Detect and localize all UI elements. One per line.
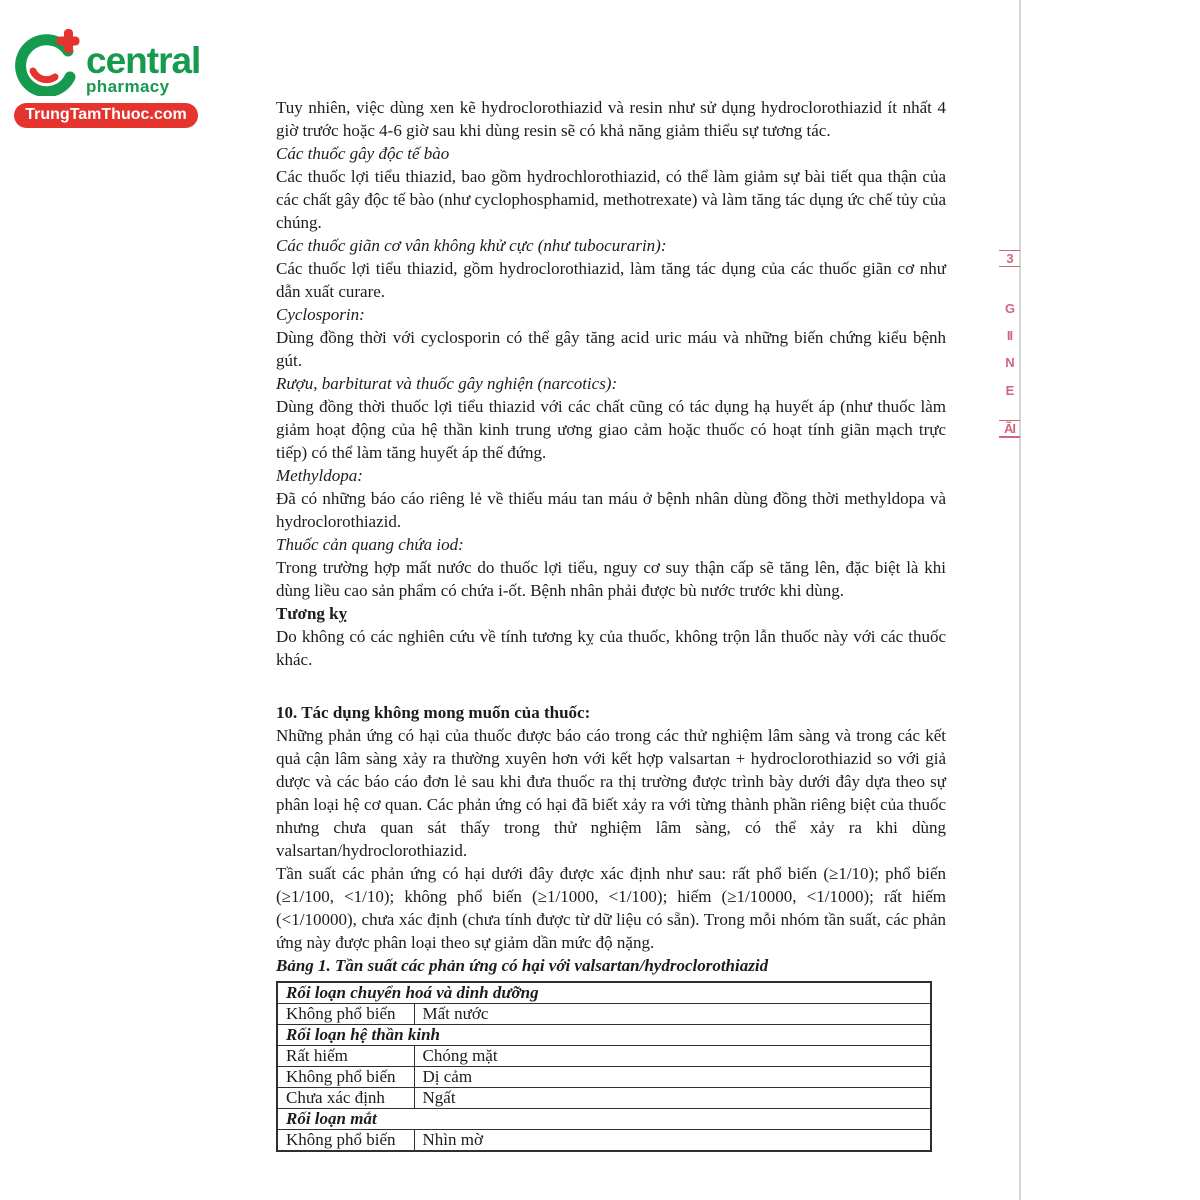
table-section-label: Rối loạn hệ thần kinh [277,1025,931,1046]
para-cyclosporin: Dùng đồng thời với cyclosporin có thể gây tăng acid uric máu và những biến chứng kiểu bệnh gút. [276,328,946,370]
adverse-reactions-table-body [277,982,931,1151]
table-row [277,1130,931,1152]
frequency-cell: Không phổ biến [277,1067,414,1088]
effect-cell: Chóng mặt [414,1046,931,1067]
heading-incompatibility: Tương kỵ [276,604,348,623]
frequency-cell: Không phổ biến [277,1004,414,1025]
logo-brand-text: central [86,40,201,81]
para-muscle-relaxants: Các thuốc lợi tiểu thiazid, gồm hydroclorothiazid, làm tăng tác dụng của các thuốc giãn cơ như dẫn xuất curare. [276,259,946,301]
red-stamp-fragments [999,250,1020,438]
stamp-fragment: 3 [999,250,1020,267]
table-row [277,1109,931,1130]
heading-iodine-contrast: Thuốc cản quang chứa iod: [276,535,464,554]
para-frequency-definitions: Tần suất các phản ứng có hại dưới đây được xác định như sau: rất phổ biến (≥1/10); phổ biến (≥1/100, <1/10); không phổ biến (≥1/1000, <1/100); hiếm (≥1/10000, <1/1000); rất hiếm (<1/10000), chưa xác định (chưa tính được từ dữ liệu có sẵn). Trong mỗi nhóm tần suất, các phản ứng này được phân loại theo sự giảm dần mức độ nặng. [276,864,946,952]
frequency-cell: Rất hiếm [277,1046,414,1067]
heading-alcohol-barbiturates-narcotics: Rượu, barbiturat và thuốc gây nghiện (narcotics): [276,374,618,393]
logo-sub-text: pharmacy [86,77,170,96]
adverse-reactions-table [276,981,932,1152]
para-methyldopa: Đã có những báo cáo riêng lẻ về thiếu máu tan máu ở bệnh nhân dùng đồng thời methyldopa và hydroclorothiazid. [276,489,946,531]
heading-muscle-relaxants: Các thuốc giãn cơ vân không khử cực (như tubocurarin): [276,236,667,255]
effect-cell: Mất nước [414,1004,931,1025]
heading-cytotoxic-drugs: Các thuốc gây độc tế bào [276,144,450,163]
table-row [277,982,931,1004]
logo-wordmark [86,28,200,96]
table-row [277,1046,931,1067]
table-row [277,1067,931,1088]
effect-cell: Dị cảm [414,1067,931,1088]
para-iodine-contrast: Trong trường hợp mất nước do thuốc lợi tiểu, nguy cơ suy thận cấp sẽ tăng lên, đặc biệt là khi dùng liều cao sản phẩm có chứa i-ốt. Bệnh nhân phải được bù nước trước khi dùng. [276,558,946,600]
heading-adverse-effects: 10. Tác dụng không mong muốn của thuốc: [276,703,591,722]
stamp-fragment: N [1005,355,1014,370]
central-pharmacy-logo [14,28,212,128]
stamp-fragment: G [1004,301,1015,316]
para-adverse-effects-overview: Những phản ứng có hại của thuốc được báo cáo trong các thử nghiệm lâm sàng và trong các kết quả cận lâm sàng xảy ra thường xuyên hơn với kết hợp valsartan + hydroclorothiazid so với giả dược và các báo cáo đơn lẻ sau khi đưa thuốc ra thị trường được trình bày dưới đây dựa theo sự phân loại hệ cơ quan. Các phản ứng có hại đã biết xảy ra với từng thành phần riêng biệt của thuốc nhưng chưa quan sát thấy trong thử nghiệm lâm sàng, có thể xảy ra khi dùng valsartan/hydroclorothiazid. [276,726,946,860]
para-cytotoxic-drugs: Các thuốc lợi tiểu thiazid, bao gồm hydrochlorothiazid, có thể làm giảm sự bài tiết qua thận của các chất gây độc tế bào (như cyclophosphamid, methotrexate) và làm tăng tác dụng ức chế tủy của chúng. [276,167,946,232]
frequency-cell: Chưa xác định [277,1088,414,1109]
table-row [277,1025,931,1046]
stamp-fragment: II [1006,328,1013,343]
stamp-fragment: ÃI [999,420,1020,438]
frequency-cell: Không phổ biến [277,1130,414,1152]
table-caption: Bảng 1. Tần suất các phản ứng có hại với valsartan/hydroclorothiazid [276,956,769,975]
logo-domain-badge: TrungTamThuoc.com [14,103,198,128]
effect-cell: Ngất [414,1088,931,1109]
table-section-label: Rối loạn chuyển hoá và dinh dưỡng [277,982,931,1004]
table-row [277,1088,931,1109]
para-incompatibility: Do không có các nghiên cứu về tính tương kỵ của thuốc, không trộn lẫn thuốc này với các thuốc khác. [276,627,946,669]
logo-top [14,28,212,96]
heading-cyclosporin: Cyclosporin: [276,305,365,324]
page-edge-scan-line [1019,0,1021,1200]
effect-cell: Nhìn mờ [414,1130,931,1152]
heading-methyldopa: Methyldopa: [276,466,363,485]
central-pharmacy-logo-icon [14,28,80,96]
document-body [276,96,946,1152]
table-section-label: Rối loạn mắt [277,1109,931,1130]
para-alcohol-barbiturates-narcotics: Dùng đồng thời thuốc lợi tiểu thiazid với các chất cũng có tác dụng hạ huyết áp (như thuốc làm giảm hoạt động của hệ thần kinh trung ương giao cảm hoặc thuốc có hoạt tính giãn mạch trực tiếp) có thể làm tăng huyết áp thế đứng. [276,397,946,462]
para-resin-timing: Tuy nhiên, việc dùng xen kẽ hydroclorothiazid và resin như sử dụng hydroclorothiazid ít nhất 4 giờ trước hoặc 4-6 giờ sau khi dùng resin sẽ có khả năng giảm thiểu sự tương tác. [276,98,946,140]
table-row [277,1004,931,1025]
stamp-fragment: E [1005,383,1014,398]
